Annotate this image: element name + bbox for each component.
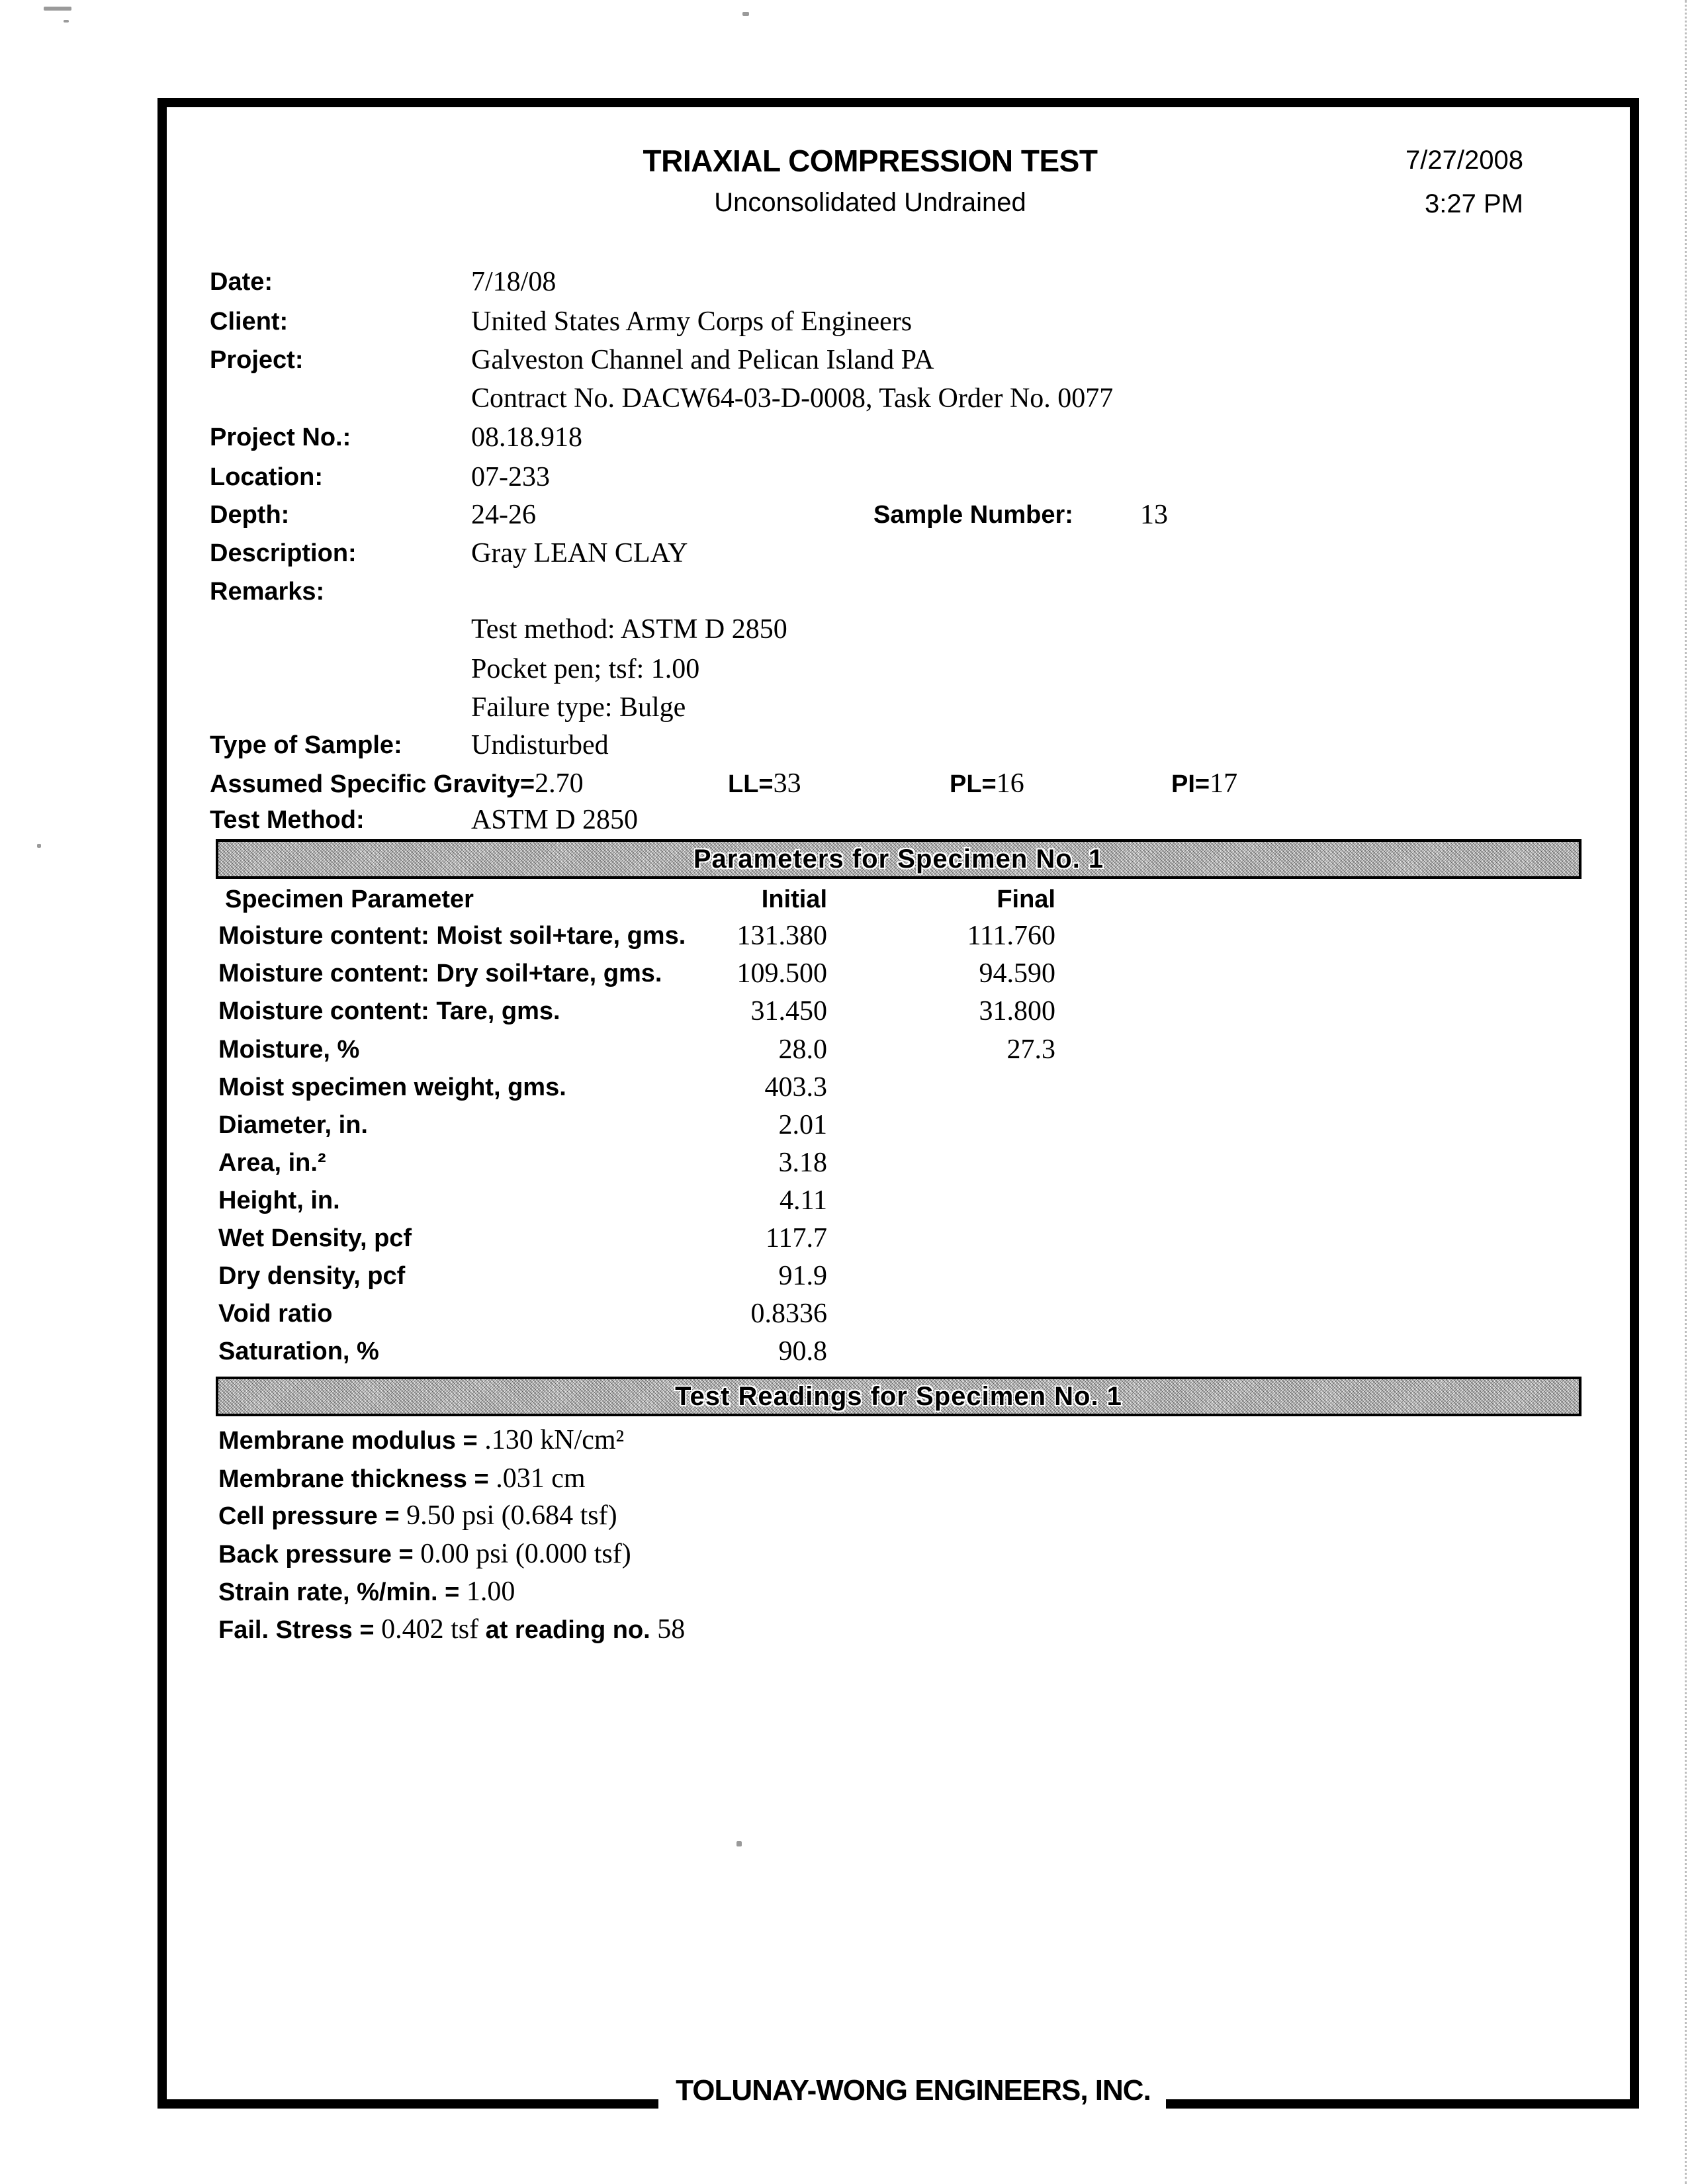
param-label: Area, in.²: [218, 1149, 326, 1177]
readings-section-banner: [216, 1377, 1582, 1416]
scan-noise: [64, 20, 69, 23]
reading-label: Back pressure =: [218, 1541, 421, 1569]
field-value: ASTM D 2850: [471, 805, 639, 835]
reading-value: 0.00 psi (0.000 tsf): [420, 1539, 631, 1569]
table-row: [0, 997, 1694, 1032]
param-final: 111.760: [967, 921, 1055, 951]
field-label: Project:: [210, 346, 304, 374]
parameters-table-header: [0, 886, 1694, 920]
table-row: [0, 1149, 1694, 1183]
reading-value: 58: [657, 1614, 686, 1645]
table-row: [0, 960, 1694, 994]
field-value: Galveston Channel and Pelican Island PA: [471, 345, 934, 375]
param-label: Wet Density, pcf: [218, 1224, 412, 1252]
field-label: Description:: [210, 539, 357, 567]
reading-value: .130 kN/cm²: [484, 1425, 625, 1455]
column-header-parameter: Specimen Parameter: [225, 886, 474, 913]
table-row: [0, 1036, 1694, 1070]
field-label: Location:: [210, 463, 323, 491]
field-label: Date:: [210, 268, 273, 296]
info-row-project-no: [210, 422, 582, 458]
sample-number-label: Sample Number:: [873, 501, 1073, 529]
table-row: [0, 1300, 1694, 1334]
scan-noise: [742, 12, 749, 16]
field-value: Test method: ASTM D 2850: [471, 614, 787, 645]
pl-value: 16: [996, 768, 1024, 799]
field-value: Pocket pen; tsf: 1.00: [471, 654, 700, 684]
field-value: 24-26: [471, 500, 536, 530]
param-final: 94.590: [979, 958, 1055, 989]
reading-label: Membrane thickness =: [218, 1465, 496, 1493]
param-label: Moisture content: Dry soil+tare, gms.: [218, 960, 662, 987]
reading-line-fail-stress: [218, 1614, 685, 1649]
table-row: [0, 1262, 1694, 1297]
field-value: United States Army Corps of Engineers: [471, 306, 913, 337]
scan-noise: [44, 7, 71, 11]
field-label: Depth:: [210, 501, 290, 529]
param-label: Saturation, %: [218, 1338, 379, 1365]
param-label: Dry density, pcf: [218, 1262, 406, 1290]
plasticity-index: [1171, 768, 1237, 799]
column-header-final: Final: [997, 886, 1055, 913]
reading-label: Fail. Stress =: [218, 1616, 382, 1644]
param-initial: 0.8336: [750, 1298, 827, 1329]
param-initial: 131.380: [736, 921, 827, 951]
field-value: Failure type: Bulge: [471, 692, 686, 723]
table-row: [0, 1224, 1694, 1259]
table-row: [0, 922, 1694, 956]
reading-label: at reading no.: [485, 1616, 658, 1644]
pi-label: PI=: [1171, 770, 1210, 798]
reading-line-membrane-thickness: [218, 1463, 586, 1498]
param-initial: 403.3: [764, 1072, 827, 1103]
field-label: Type of Sample:: [210, 731, 402, 759]
field-label: Project No.:: [210, 424, 351, 451]
print-time: 3:27 PM: [1425, 189, 1523, 218]
info-row-sample-type: [210, 730, 609, 766]
param-label: Void ratio: [218, 1300, 333, 1328]
info-row-project: [210, 345, 934, 381]
param-final: 27.3: [1006, 1034, 1055, 1065]
param-initial: 3.18: [778, 1148, 827, 1178]
param-label: Diameter, in.: [218, 1111, 368, 1139]
param-initial: 2.01: [778, 1110, 827, 1140]
reading-line-membrane-modulus: [218, 1424, 624, 1460]
readings-banner-title: Test Readings for Specimen No. 1: [675, 1382, 1122, 1411]
print-date: 7/27/2008: [1405, 146, 1523, 175]
ll-value: 33: [773, 768, 801, 799]
table-row: [0, 1338, 1694, 1372]
param-final: 31.800: [979, 996, 1055, 1026]
pl-label: PL=: [950, 770, 997, 798]
pi-value: 17: [1210, 768, 1238, 799]
info-row-description: [210, 538, 688, 574]
ll-label: LL=: [728, 770, 774, 798]
field-label: Test Method:: [210, 806, 365, 834]
gravity-value: 2.70: [535, 768, 584, 799]
param-label: Height, in.: [218, 1187, 340, 1214]
param-label: Moisture content: Moist soil+tare, gms.: [218, 922, 686, 950]
reading-value: 9.50 psi (0.684 tsf): [406, 1500, 617, 1531]
info-row-date: [210, 267, 557, 302]
table-row: [0, 1187, 1694, 1221]
info-row-location: [210, 462, 550, 498]
field-label: Client:: [210, 308, 289, 336]
reading-label: Cell pressure =: [218, 1502, 407, 1530]
scan-noise: [37, 844, 41, 848]
plastic-limit: [950, 768, 1024, 799]
param-initial: 28.0: [778, 1034, 827, 1065]
parameters-section-banner: [216, 839, 1582, 879]
column-header-initial: Initial: [761, 886, 827, 913]
info-row-client: [210, 306, 913, 342]
param-label: Moist specimen weight, gms.: [218, 1073, 566, 1101]
footer-rule-right: [1166, 2099, 1639, 2109]
parameters-banner-title: Parameters for Specimen No. 1: [693, 844, 1104, 874]
param-initial: 91.9: [778, 1261, 827, 1291]
footer-company: TOLUNAY-WONG ENGINEERS, INC.: [676, 2074, 1151, 2107]
page-subtitle: Unconsolidated Undrained: [714, 188, 1026, 217]
param-initial: 117.7: [766, 1223, 827, 1253]
info-row-remarks: [210, 578, 324, 612]
reading-line-cell-pressure: [218, 1500, 617, 1535]
liquid-limit: [728, 768, 801, 799]
reading-line-strain-rate: [218, 1576, 515, 1612]
table-row: [0, 1111, 1694, 1146]
field-label: Remarks:: [210, 578, 325, 606]
param-label: Moisture content: Tare, gms.: [218, 997, 560, 1025]
field-value: 7/18/08: [471, 267, 557, 297]
param-initial: 4.11: [780, 1185, 827, 1216]
info-row-test-method: [210, 805, 639, 841]
reading-value: .031 cm: [496, 1463, 586, 1494]
table-row: [0, 1073, 1694, 1108]
field-value: Contract No. DACW64-03-D-0008, Task Order No. 0077: [471, 383, 1114, 414]
param-initial: 31.450: [750, 996, 827, 1026]
param-initial: 109.500: [736, 958, 827, 989]
param-label: Moisture, %: [218, 1036, 360, 1064]
gravity-label: Assumed Specific Gravity=: [210, 770, 535, 798]
field-value: 08.18.918: [471, 422, 582, 453]
reading-value: 1.00: [466, 1576, 515, 1607]
sample-number-value: 13: [1140, 500, 1168, 530]
info-row-depth: [210, 500, 1168, 535]
reading-label: Membrane modulus =: [218, 1427, 485, 1455]
reading-line-back-pressure: [218, 1538, 631, 1574]
page-title: TRIAXIAL COMPRESSION TEST: [643, 144, 1098, 178]
field-value: Gray LEAN CLAY: [471, 538, 688, 569]
footer-rule-left: [157, 2099, 658, 2109]
field-value: Undisturbed: [471, 730, 609, 760]
info-row-specific-gravity: [210, 768, 1238, 802]
reading-value: 0.402 tsf: [381, 1614, 486, 1645]
reading-label: Strain rate, %/min. =: [218, 1578, 467, 1606]
field-value: 07-233: [471, 462, 550, 492]
param-initial: 90.8: [778, 1336, 827, 1367]
